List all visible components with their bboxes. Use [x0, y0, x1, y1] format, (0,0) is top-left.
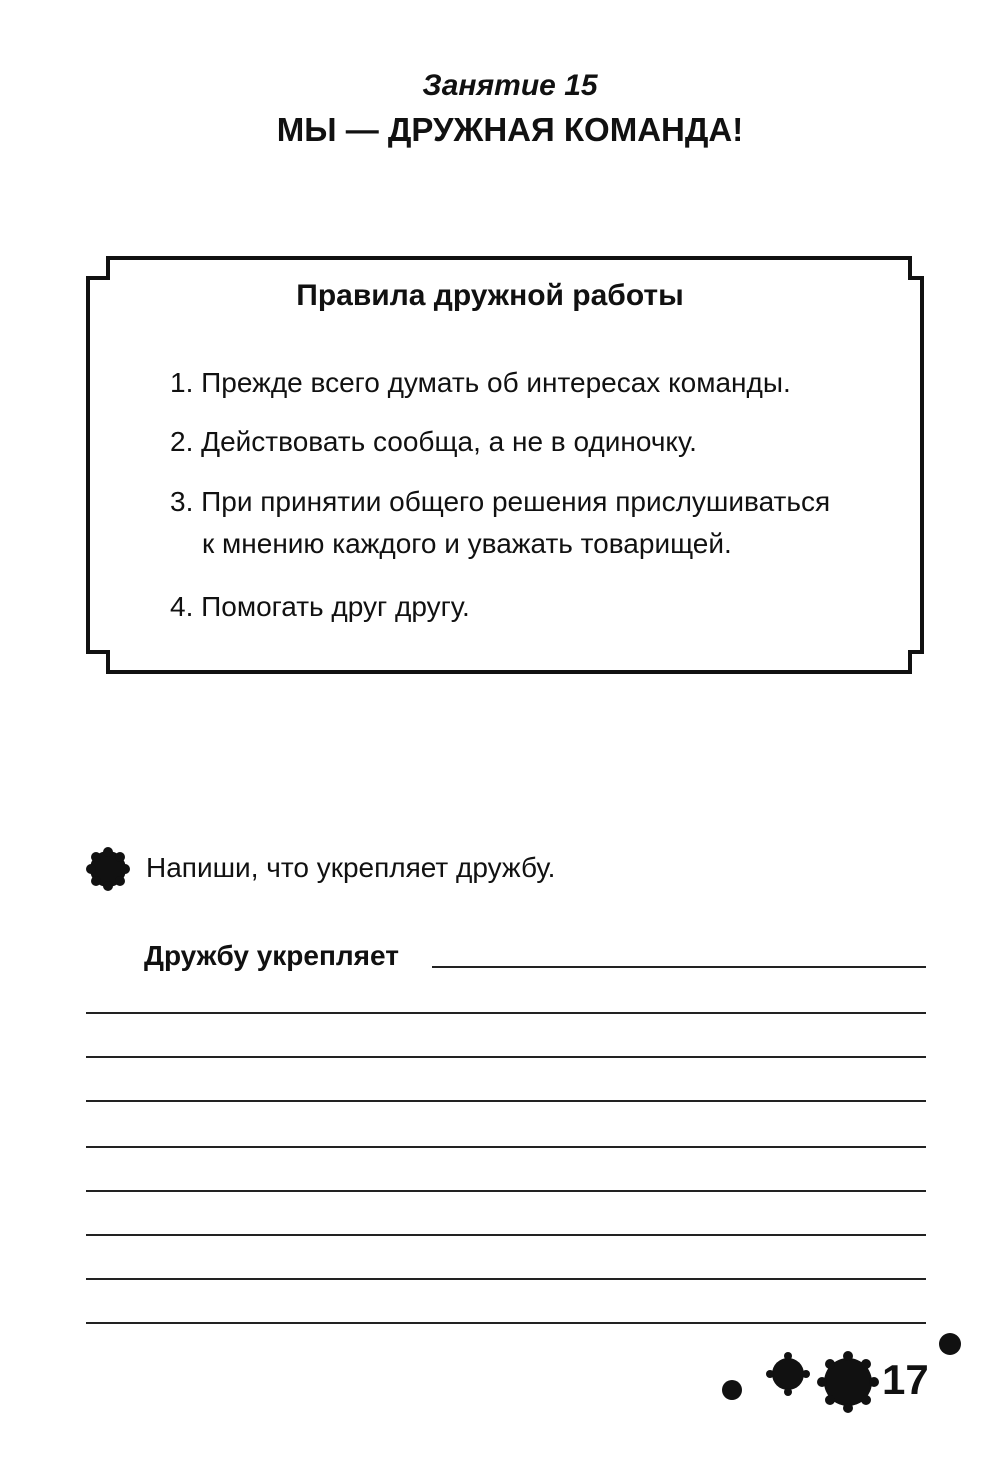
dots-decoration-icon [700, 1320, 1000, 1440]
page-number: 17 [882, 1356, 929, 1403]
rules-title: Правила дружной работы [296, 279, 684, 312]
answer-line[interactable] [86, 1190, 926, 1192]
rule-item-1 [170, 362, 890, 404]
rule-line: 2. Действовать сообща, а не в одиночку. [170, 426, 697, 457]
task-instruction: Напиши, что укрепляет дружбу. [146, 852, 556, 883]
answer-line[interactable] [86, 1278, 926, 1280]
answer-line[interactable] [86, 1100, 926, 1102]
answer-line[interactable] [86, 1056, 926, 1058]
rule-line: 4. Помогать друг другу. [170, 591, 470, 622]
blob-bullet-icon [84, 845, 132, 893]
answer-line-first[interactable] [432, 966, 926, 968]
lesson-number: Занятие 15 [422, 69, 598, 102]
answer-label: Дружбу укрепляет [144, 940, 399, 971]
rule-item-2 [170, 421, 890, 463]
rule-line: 1. Прежде всего думать об интересах команды. [170, 367, 791, 398]
rule-line-continuation: к мнению каждого и уважать товарищей. [202, 528, 732, 559]
rule-item-4 [170, 586, 890, 628]
rule-line: 3. При принятии общего решения прислушиваться [170, 486, 831, 517]
page-title: МЫ — ДРУЖНАЯ КОМАНДА! [276, 111, 744, 148]
answer-line[interactable] [86, 1234, 926, 1236]
answer-line[interactable] [86, 1146, 926, 1148]
answer-line[interactable] [86, 1012, 926, 1014]
rule-item-3 [170, 481, 890, 565]
